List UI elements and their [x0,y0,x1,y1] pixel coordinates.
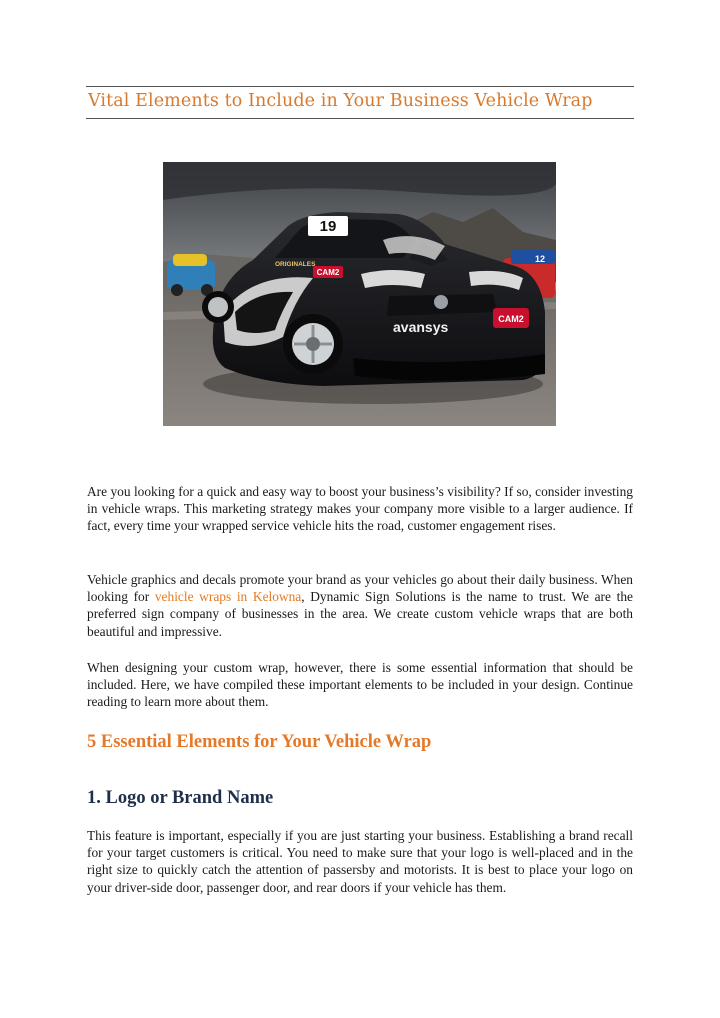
subheading-logo-brand: 1. Logo or Brand Name [87,788,274,808]
paragraph-text-after-link: , Dynamic Sign Solutions is the name to trust. We are the preferred sign company of businesses in the area. We create custom vehicle wraps that are both beautiful and impressive. [87,589,633,639]
avansys-decal: avansys [393,319,449,335]
paragraph-text-before-link: Vehicle graphics and decals promote your brand as your vehicles go about their daily business. When looking for [87,572,633,605]
originales-decal: ORIGINALES [275,261,316,268]
rear-car-number: 12 [535,254,546,264]
race-car-photo [163,162,556,426]
vehicle-wraps-kelowna-link[interactable]: vehicle wraps in Kelowna [154,589,302,605]
design-info-paragraph: When designing your custom wrap, however, there is some essential information that should be included. Here, we have compiled these important elements to be included in your design. Continue reading to learn more about them. [87,660,633,710]
race-car-illustration [163,162,556,426]
car-number: 19 [319,218,337,235]
logo-paragraph: This feature is important, especially if you are just starting your business. Establishing a brand recall for your target customers is critical. You need to make sure that your logo is well-placed and in the right size to quickly catch the attention of passersby and motorists. It is best to place your logo on your driver-side door, passenger door, and rear doors if your vehicle has them. [87,828,633,895]
page-title: Vital Elements to Include in Your Business Vehicle Wrap [88,91,593,111]
vehicle-graphics-paragraph [87,571,633,640]
cam2-door-decal: CAM2 [316,268,340,277]
intro-paragraph: Are you looking for a quick and easy way to boost your business’s visibility? If so, consider investing in vehicle wraps. This marketing strategy makes your company more visible to a larger audience. If fact, every time your wrapped service vehicle hits the road, customer engagement rises. [87,484,633,534]
section-heading: 5 Essential Elements for Your Vehicle Wrap [87,732,432,752]
title-block [86,86,634,119]
cam2-bumper-decal: CAM2 [498,314,524,324]
